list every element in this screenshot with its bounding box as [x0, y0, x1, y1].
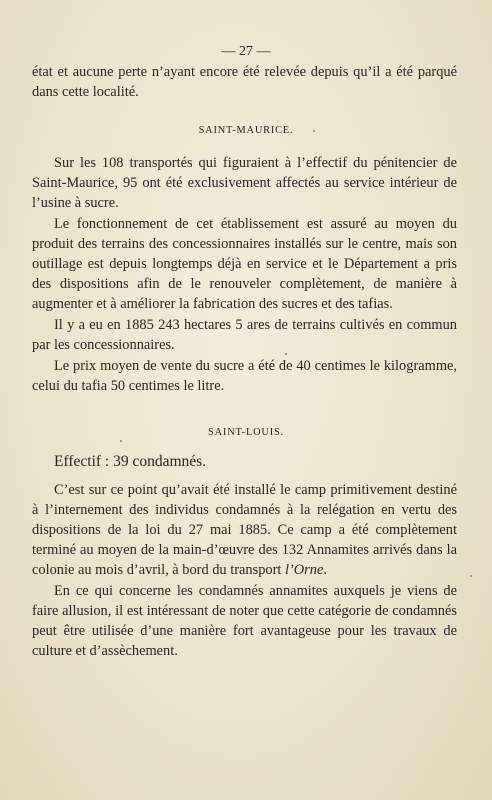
paper-speck: [313, 130, 315, 132]
paper-speck: [120, 440, 122, 442]
saint-maurice-paragraph-4: Le prix moyen de vente du sucre a été de 40 centimes le kilogramme, celui du tafia 50 centimes le litre.: [32, 358, 457, 394]
saint-louis-paragraph-1-end: .: [323, 562, 327, 578]
intro-paragraph-block: [32, 62, 457, 102]
ship-name: l’Orne: [284, 562, 324, 578]
saint-louis-paragraph-1-text: C’est sur ce point qu’avait été installé le camp primitivement destiné à l’internement des individus condamnés à la relégation en vertu des dispositions de la loi du 27 mai 1885. Ce camp a été complètement terminé au moyen de la main-d’œuvre des 132 Annamites arrivés dans la colonie au mois d’avril, à bord du transport: [32, 482, 457, 578]
paper-speck: [285, 353, 287, 355]
saint-louis-paragraph-2: En ce qui concerne les condamnés annamites auxquels je viens de faire allusion, il est intéressant de noter que cette catégorie de condamnés peut être utilisée d’une manière fort avantageuse pour les travaux de culture et d’assèchement.: [32, 583, 457, 659]
saint-maurice-paragraph-2: Le fonctionnement de cet établissement est assuré au moyen du produit des terrains des concessionnaires installés sur le centre, mais son outillage est depuis longtemps déjà en service et le Département a pris des dispositions afin de le renouveler complètement, de manière à augmenter et à améliorer la fabrication des sucres et des tafias.: [32, 216, 457, 312]
section-heading-saint-maurice: SAINT-MAURICE.: [198, 125, 294, 136]
effectif-line: Effectif : 39 condamnés.: [54, 453, 207, 470]
saint-louis-paragraph-1: [32, 480, 457, 580]
section-heading-saint-louis: SAINT-LOUIS.: [208, 427, 284, 438]
saint-maurice-section: [32, 153, 457, 396]
saint-louis-section: [32, 480, 457, 661]
intro-paragraph: état et aucune perte n’ayant encore été relevée depuis qu’il a été parqué dans cette localité.: [32, 64, 457, 100]
saint-maurice-paragraph-3: Il y a eu en 1885 243 hectares 5 ares de terrains cultivés en commun par les concessionnaires.: [32, 317, 457, 353]
page-number: — 27 —: [221, 44, 271, 59]
saint-maurice-paragraph-1: Sur les 108 transportés qui figuraient à l’effectif du pénitencier de Saint-Maurice, 95 ont été exclusivement affectés au service intérieur de l’usine à sucre.: [32, 155, 457, 211]
paper-speck: [470, 575, 472, 577]
